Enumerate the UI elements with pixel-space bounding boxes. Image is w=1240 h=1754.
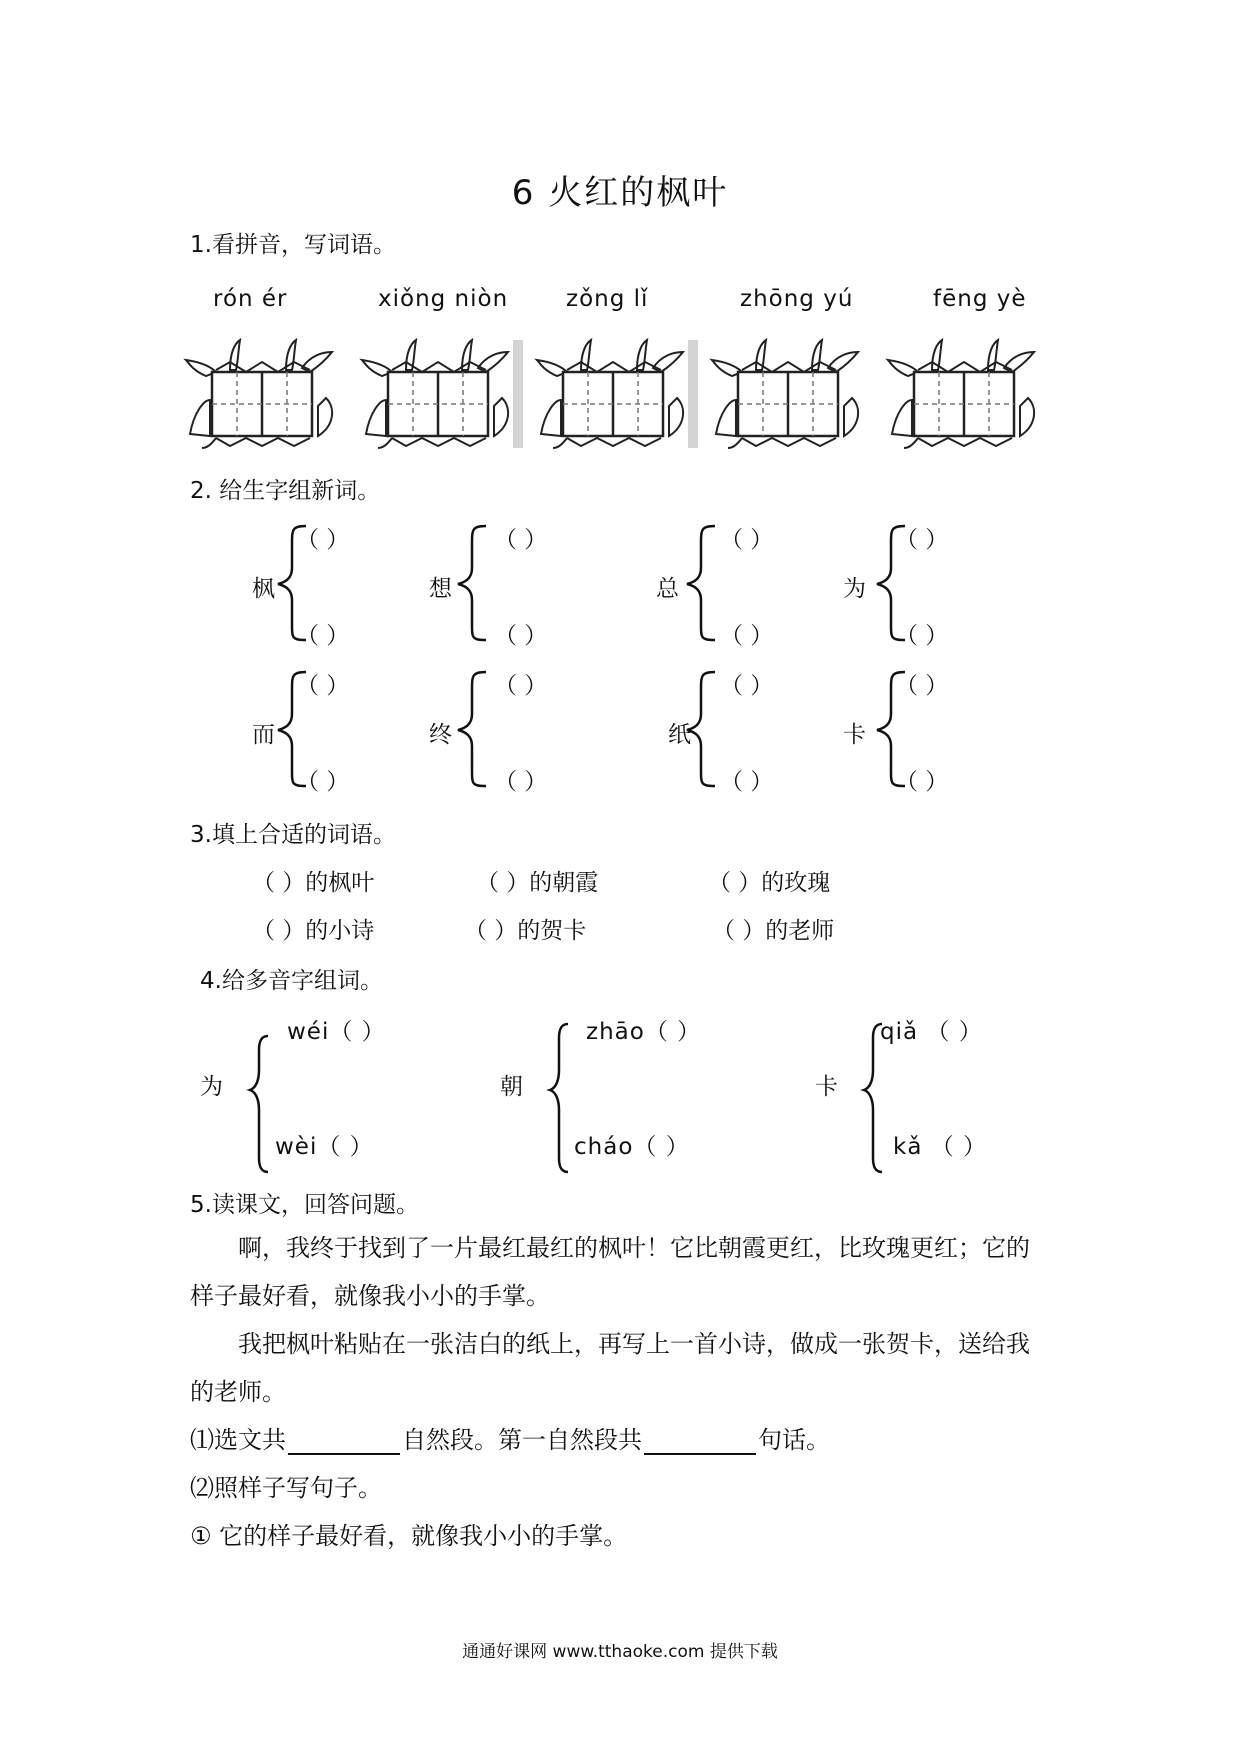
q2-char: 枫	[252, 576, 275, 602]
sub1-text-a: ⑴选文共	[190, 1426, 286, 1454]
q4-char: 为	[200, 1074, 223, 1100]
passage-p2-line2: 的老师。	[190, 1378, 286, 1406]
passage-p1-line1: 啊，我终于找到了一片最红最红的枫叶！它比朝霞更红，比玫瑰更红；它的	[238, 1234, 1030, 1262]
q2-paren[interactable]: （ ）	[895, 527, 949, 553]
q2-paren[interactable]: （ ）	[494, 673, 548, 699]
sub1-text-b: 自然段。第一自然段共	[402, 1426, 642, 1454]
q2-heading: 2. 给生字组新词。	[190, 478, 381, 504]
q2-paren[interactable]: （ ）	[296, 623, 350, 649]
q2-paren[interactable]: （ ）	[895, 673, 949, 699]
q1-heading: 1.看拼音，写词语。	[190, 232, 396, 258]
q3-item[interactable]: （ ）的小诗	[252, 918, 375, 944]
q2-paren[interactable]: （ ）	[296, 769, 350, 795]
q4-heading: 4.给多音字组词。	[200, 968, 383, 994]
q2-paren[interactable]: （ ）	[494, 769, 548, 795]
pinyin-4: zhōng yú	[740, 286, 854, 312]
q2-paren[interactable]: （ ）	[494, 623, 548, 649]
answer-blank[interactable]	[644, 1431, 756, 1455]
q4-reading[interactable]: qiǎ （ ）	[880, 1019, 983, 1045]
q2-paren[interactable]: （ ）	[895, 769, 949, 795]
answer-blank[interactable]	[288, 1431, 400, 1455]
q2-paren[interactable]: （ ）	[296, 527, 350, 553]
q4-reading[interactable]: zhāo（ ）	[586, 1019, 702, 1045]
q5-heading: 5.读课文，回答问题。	[190, 1192, 419, 1218]
q4-reading[interactable]: wèi（ ）	[275, 1134, 374, 1160]
q2-paren[interactable]: （ ）	[720, 673, 774, 699]
q2-paren[interactable]: （ ）	[720, 527, 774, 553]
passage-p2-line1: 我把枫叶粘贴在一张洁白的纸上，再写上一首小诗，做成一张贺卡，送给我	[238, 1330, 1030, 1358]
pinyin-2: xiǒng niòn	[378, 286, 509, 312]
q2-char: 而	[252, 722, 275, 748]
q3-item[interactable]: （ ）的朝霞	[476, 870, 599, 896]
q3-heading: 3.填上合适的词语。	[190, 822, 396, 848]
q4-reading[interactable]: wéi（ ）	[287, 1019, 386, 1045]
example-sentence: ① 它的样子最好看，就像我小小的手掌。	[190, 1522, 628, 1550]
q3-item[interactable]: （ ）的贺卡	[464, 918, 587, 944]
q2-paren[interactable]: （ ）	[720, 623, 774, 649]
footer-credit: 通通好课网 www.tthaoke.com 提供下载	[462, 1642, 778, 1662]
q2-char: 纸	[668, 722, 691, 748]
q2-paren[interactable]: （ ）	[720, 769, 774, 795]
q2-paren[interactable]: （ ）	[494, 527, 548, 553]
sub1-text-c: 句话。	[758, 1426, 830, 1454]
pinyin-1: rón ér	[213, 286, 288, 312]
pinyin-3: zǒng lǐ	[566, 286, 649, 312]
q2-char: 想	[429, 576, 452, 602]
passage-p1-line2: 样子最好看，就像我小小的手掌。	[190, 1282, 550, 1310]
sub-question-2: ⑵照样子写句子。	[190, 1474, 382, 1502]
q4-char: 朝	[500, 1074, 523, 1100]
pinyin-5: fēng yè	[933, 286, 1027, 312]
sub-question-1	[190, 1425, 830, 1455]
q2-char: 为	[843, 576, 866, 602]
q2-char: 总	[656, 576, 679, 602]
q4-reading[interactable]: cháo（ ）	[574, 1134, 690, 1160]
q4-reading[interactable]: kǎ （ ）	[893, 1134, 988, 1160]
q2-paren[interactable]: （ ）	[895, 623, 949, 649]
q2-char: 卡	[843, 722, 866, 748]
page-title: 6 火红的枫叶	[511, 173, 729, 213]
q2-paren[interactable]: （ ）	[296, 673, 350, 699]
q4-char: 卡	[815, 1074, 838, 1100]
q3-item[interactable]: （ ）的玫瑰	[708, 870, 831, 896]
q2-char: 终	[429, 722, 452, 748]
q3-item[interactable]: （ ）的老师	[712, 918, 835, 944]
q3-item[interactable]: （ ）的枫叶	[252, 870, 375, 896]
